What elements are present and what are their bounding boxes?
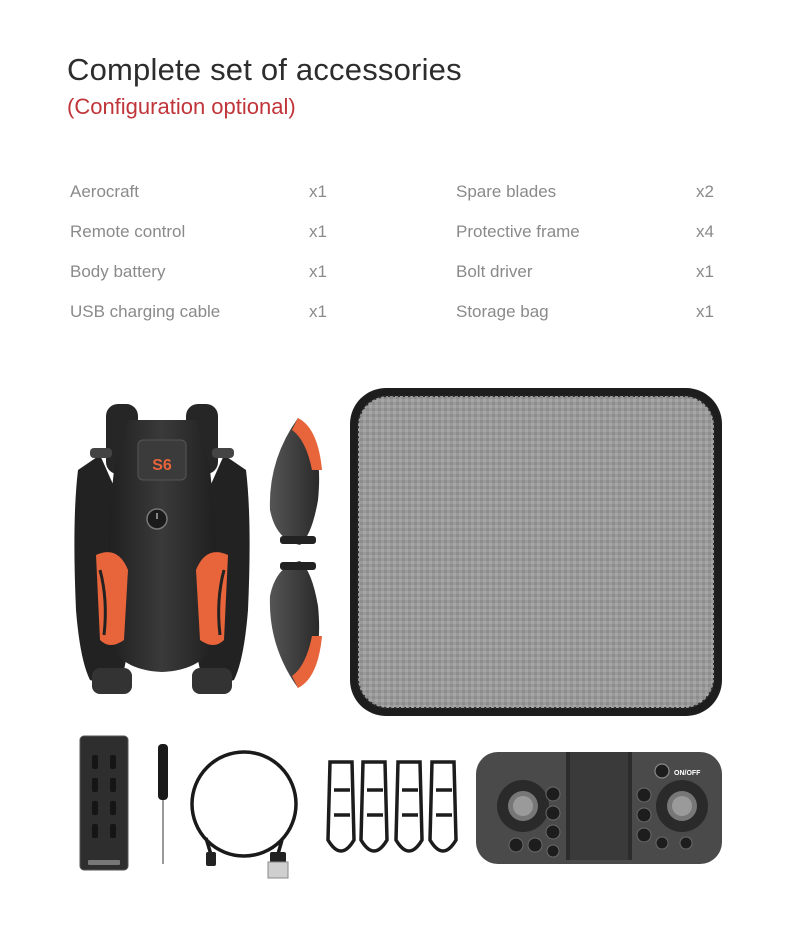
page-subtitle: (Configuration optional) (67, 94, 296, 119)
battery (80, 736, 128, 870)
accessory-name: Remote control (70, 222, 186, 241)
accessory-qty: x1 (309, 222, 327, 241)
accessory-qty: x4 (696, 222, 714, 241)
accessory-qty: x2 (696, 182, 714, 201)
accessory-name: Storage bag (456, 302, 549, 321)
drone-logo: S6 (152, 457, 172, 474)
accessory-name: Protective frame (456, 222, 580, 241)
protective-frames (328, 762, 456, 851)
accessory-name: Spare blades (456, 182, 557, 201)
accessory-name: Aerocraft (70, 182, 139, 201)
bolt-driver (158, 744, 168, 864)
usb-cable (192, 752, 296, 878)
accessory-qty: x1 (309, 302, 327, 321)
spare-blades (270, 418, 322, 688)
accessory-qty: x1 (309, 262, 327, 281)
accessory-name: Body battery (70, 262, 166, 281)
accessory-qty: x1 (309, 182, 327, 201)
storage-bag (350, 388, 722, 716)
page-title: Complete set of accessories (67, 52, 462, 87)
remote-control (476, 752, 722, 864)
accessory-qty: x1 (696, 302, 714, 321)
accessory-name: Bolt driver (456, 262, 533, 281)
accessory-name: USB charging cable (70, 302, 221, 321)
remote-power-label: ON/OFF (674, 770, 701, 777)
accessory-qty: x1 (696, 262, 714, 281)
drone (74, 404, 249, 694)
